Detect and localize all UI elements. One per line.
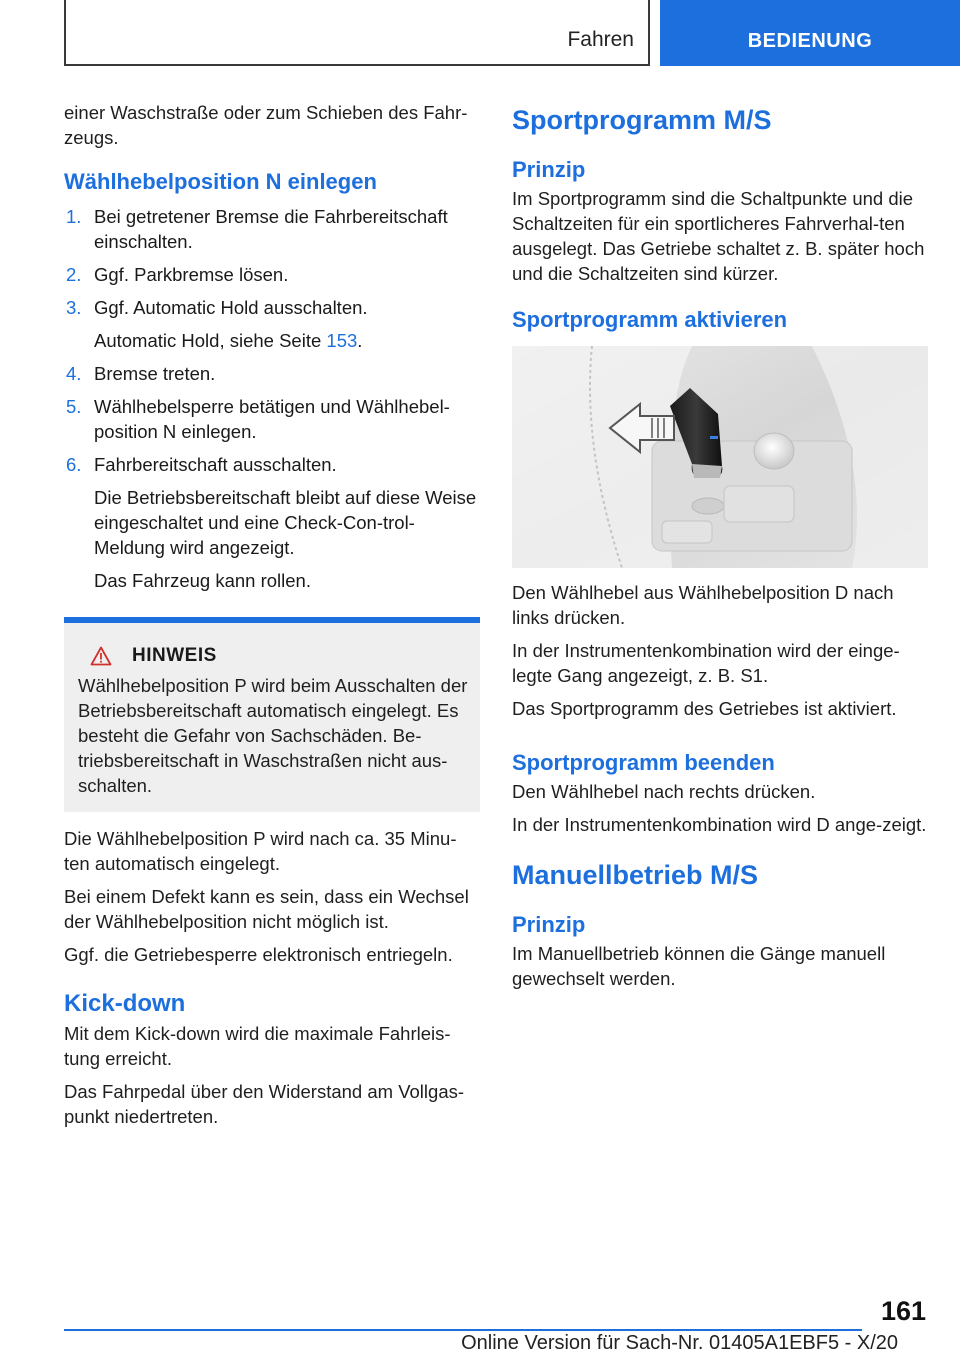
paragraph: Das Fahrpedal über den Widerstand am Vollgas-punkt niedertreten. [64, 1081, 465, 1127]
step-number: 6. [66, 454, 82, 475]
step-text: Fahrbereitschaft ausschalten. [94, 454, 337, 475]
page-ref-suffix: . [357, 330, 363, 351]
step-item [64, 452, 480, 593]
paragraph: Das Sportprogramm des Getriebes ist aktiviert. [512, 698, 897, 719]
step-text: Bremse treten. [94, 363, 216, 384]
paragraph: Im Manuellbetrieb können die Gänge manuell gewechselt werden. [512, 943, 886, 989]
paragraph: Den Wählhebel nach rechts drücken. [512, 781, 816, 802]
footer-online-version: Online Version für Sach-Nr. 01405A1EBF5 - X/20 [461, 1332, 898, 1354]
heading-aktivieren: Sportprogramm aktivieren [512, 307, 788, 332]
step-subtext [94, 328, 480, 353]
header-chapter-tab[interactable] [660, 0, 960, 66]
warning-icon [90, 646, 112, 666]
step-item [64, 361, 480, 386]
paragraph: In der Instrumentenkombination wird der einge-legte Gang angezeigt, z. B. S1. [512, 640, 900, 686]
step-item [64, 262, 480, 287]
step-subtext: Die Betriebsbereitschaft bleibt auf diese Weise eingeschaltet und eine Check-Con-trol-Meldung wird angezeigt. [94, 487, 477, 558]
gear-selector-image [512, 346, 928, 568]
heading-beenden: Sportprogramm beenden [512, 750, 775, 775]
gear-selector-illustration [512, 346, 928, 568]
paragraph: Mit dem Kick-down wird die maximale Fahrleis-tung erreicht. [64, 1023, 451, 1069]
step-item [64, 204, 480, 254]
step-number: 4. [66, 363, 82, 384]
step-text: Bei getretener Bremse die Fahrbereitschaft einschalten. [94, 206, 448, 252]
notice-title-row [90, 645, 470, 667]
paragraph: Die Wählhebelposition P wird nach ca. 35 Minu-ten automatisch eingelegt. [64, 828, 457, 874]
header-section-box [64, 0, 650, 66]
step-number: 5. [66, 396, 82, 417]
heading-sport: Sportprogramm M/S [512, 105, 772, 135]
notice-title: HINWEIS [132, 645, 217, 666]
footer-divider [64, 1329, 862, 1331]
heading-prinzip: Prinzip [512, 157, 586, 182]
page-ref-link[interactable]: 153 [326, 330, 358, 351]
page-number: 161 [880, 1296, 926, 1326]
heading-manuell: Manuellbetrieb M/S [512, 860, 759, 890]
step-item [64, 295, 480, 353]
right-column [512, 100, 928, 999]
paragraph: Im Sportprogramm sind die Schaltpunkte und die Schaltzeiten für ein sportlicheres Fahrverhal-ten ausgelegt. Das Getriebe schaltet z. B. später hoch und die Schaltzeiten sind kürzer. [512, 188, 925, 284]
notice-box [64, 617, 480, 812]
page-ref-prefix: Automatic Hold, siehe Seite [94, 330, 327, 351]
heading-prinzip: Prinzip [512, 912, 586, 937]
step-number: 3. [66, 297, 82, 318]
step-item [64, 394, 480, 444]
intro-text: einer Waschstraße oder zum Schieben des Fahr-zeugs. [64, 102, 468, 148]
header-chapter-title: BEDIENUNG [747, 30, 873, 52]
paragraph: In der Instrumentenkombination wird D ange-zeigt. [512, 814, 927, 835]
header-section-title: Fahren [567, 28, 634, 51]
left-column [64, 100, 480, 1137]
step-subtext: Das Fahrzeug kann rollen. [94, 570, 311, 591]
steps-list [64, 204, 480, 593]
paragraph: Den Wählhebel aus Wählhebelposition D nach links drücken. [512, 582, 894, 628]
step-number: 1. [66, 206, 82, 227]
step-text: Ggf. Automatic Hold ausschalten. [94, 297, 368, 318]
heading-neutral: Wählhebelposition N einlegen [64, 169, 377, 194]
step-number: 2. [66, 264, 82, 285]
paragraph: Bei einem Defekt kann es sein, dass ein Wechsel der Wählhebelposition nicht möglich ist. [64, 886, 469, 932]
notice-text: Wählhebelposition P wird beim Ausschalten der Betriebsbereitschaft automatisch eingelegt. Es besteht die Gefahr von Sachschäden. Be-triebsbereitschaft in Waschstraßen nicht aus-schalten. [78, 675, 468, 796]
step-text: Wählhebelsperre betätigen und Wählhebel-position N einlegen. [94, 396, 450, 442]
paragraph: Ggf. die Getriebesperre elektronisch entriegeln. [64, 944, 453, 965]
step-text: Ggf. Parkbremse lösen. [94, 264, 289, 285]
heading-kickdown: Kick-down [64, 990, 186, 1017]
